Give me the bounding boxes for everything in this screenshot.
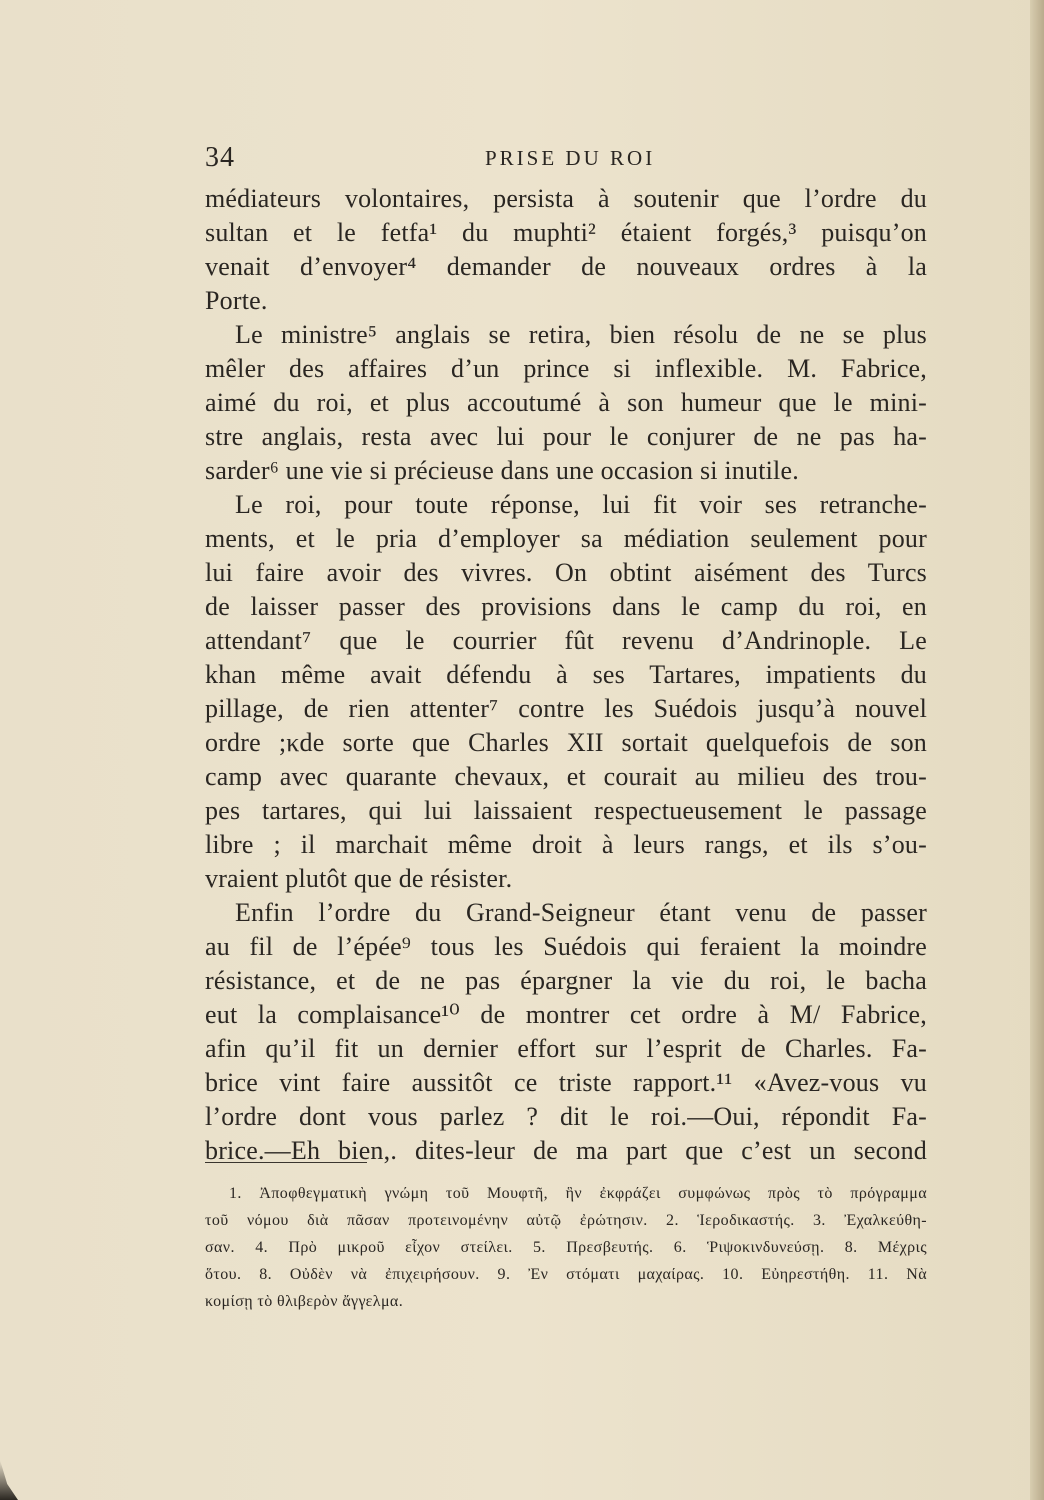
text-line: mêler des affaires d’un prince si inflexible. M. Fabrice, <box>205 354 927 383</box>
text-line: afin qu’il fit un dernier effort sur l’esprit de Charles. Fa- <box>205 1034 927 1063</box>
page-number: 34 <box>205 142 235 173</box>
text-line: médiateurs volontaires, persista à soutenir que l’ordre du <box>205 184 927 213</box>
text-line: attendant⁷ que le courrier fût revenu d’Andrinople. Le <box>205 626 927 655</box>
text-line: stre anglais, resta avec lui pour le conjurer de ne pas ha- <box>205 422 927 451</box>
text-line: aimé du roi, et plus accoutumé à son humeur que le mini- <box>205 388 927 417</box>
text-line: brice.—Eh bien,. dites-leur de ma part que c’est un second <box>205 1136 927 1165</box>
text-line: venait d’envoyer⁴ demander de nouveaux ordres à la <box>205 252 927 281</box>
text-line: Le ministre⁵ anglais se retira, bien résolu de ne se plus <box>235 320 927 349</box>
text-line: sarder⁶ une vie si précieuse dans une occasion si inutile. <box>205 456 799 485</box>
footnote-line: σαν. 4. Πρὸ μικροῦ εἶχον στείλει. 5. Πρεσβευτής. 6. Ῥιψοκινδυνεύσῃ. 8. Μέχρις <box>205 1239 927 1256</box>
page-header <box>205 142 925 182</box>
text-line: de laisser passer des provisions dans le camp du roi, en <box>205 592 927 621</box>
text-line: Porte. <box>205 286 268 315</box>
footnote-line: 1. Ἀποφθεγματικὴ γνώμη τοῦ Μουφτῆ, ἣν ἐκφράζει συμφώνως πρὸς τὸ πρόγραμμα <box>229 1185 927 1202</box>
text-line: khan même avait défendu à ses Tartares, impatients du <box>205 660 927 689</box>
text-line: résistance, et de ne pas épargner la vie du roi, le bacha <box>205 966 927 995</box>
text-line: sultan et le fetfa¹ du muphti² étaient forgés,³ puisqu’on <box>205 218 927 247</box>
footnote-line: κομίσῃ τὸ θλιβερὸν ἄγγελμα. <box>205 1293 404 1310</box>
footnote-line: ὅτου. 8. Οὐδὲν νὰ ἐπιχειρήσουν. 9. Ἐν στόματι μαχαίρας. 10. Εὐηρεστήθη. 11. Νὰ <box>205 1266 927 1283</box>
binding-shadow <box>0 1460 18 1500</box>
body-text <box>205 182 927 1168</box>
footnote-rule <box>205 1162 367 1163</box>
footnote-line: τοῦ νόμου διὰ πᾶσαν προτεινομένην αὐτῷ ἐρώτησιν. 2. Ἱεροδικαστής. 3. Ἐχαλκεύθη- <box>205 1212 927 1229</box>
text-line: vraient plutôt que de résister. <box>205 864 513 893</box>
text-line: lui faire avoir des vivres. On obtint aisément des Turcs <box>205 558 927 587</box>
text-line: pillage, de rien attenter⁷ contre les Suédois jusqu’à nouvel <box>205 694 927 723</box>
footnotes <box>205 1180 927 1315</box>
text-line: pes tartares, qui lui laissaient respectueusement le passage <box>205 796 927 825</box>
text-line: ordre ;κde sorte que Charles XII sortait quelquefois de son <box>205 728 927 757</box>
page-edge <box>1030 0 1044 1500</box>
text-line: camp avec quarante chevaux, et courait au milieu des trou- <box>205 762 927 791</box>
text-line: au fil de l’épée⁹ tous les Suédois qui feraient la moindre <box>205 932 927 961</box>
text-line: Enfin l’ordre du Grand-Seigneur étant venu de passer <box>235 898 927 927</box>
running-title: PRISE DU ROI <box>485 146 656 170</box>
text-line: ments, et le pria d’employer sa médiation seulement pour <box>205 524 927 553</box>
text-line: libre ; il marchait même droit à leurs rangs, et ils s’ou- <box>205 830 927 859</box>
text-line: l’ordre dont vous parlez ? dit le roi.—Oui, répondit Fa- <box>205 1102 927 1131</box>
text-line: eut la complaisance¹⁰ de montrer cet ordre à M/ Fabrice, <box>205 1000 927 1029</box>
text-line: Le roi, pour toute réponse, lui fit voir ses retranche- <box>235 490 927 519</box>
text-line: brice vint faire aussitôt ce triste rapport.¹¹ «Avez-vous vu <box>205 1068 927 1097</box>
